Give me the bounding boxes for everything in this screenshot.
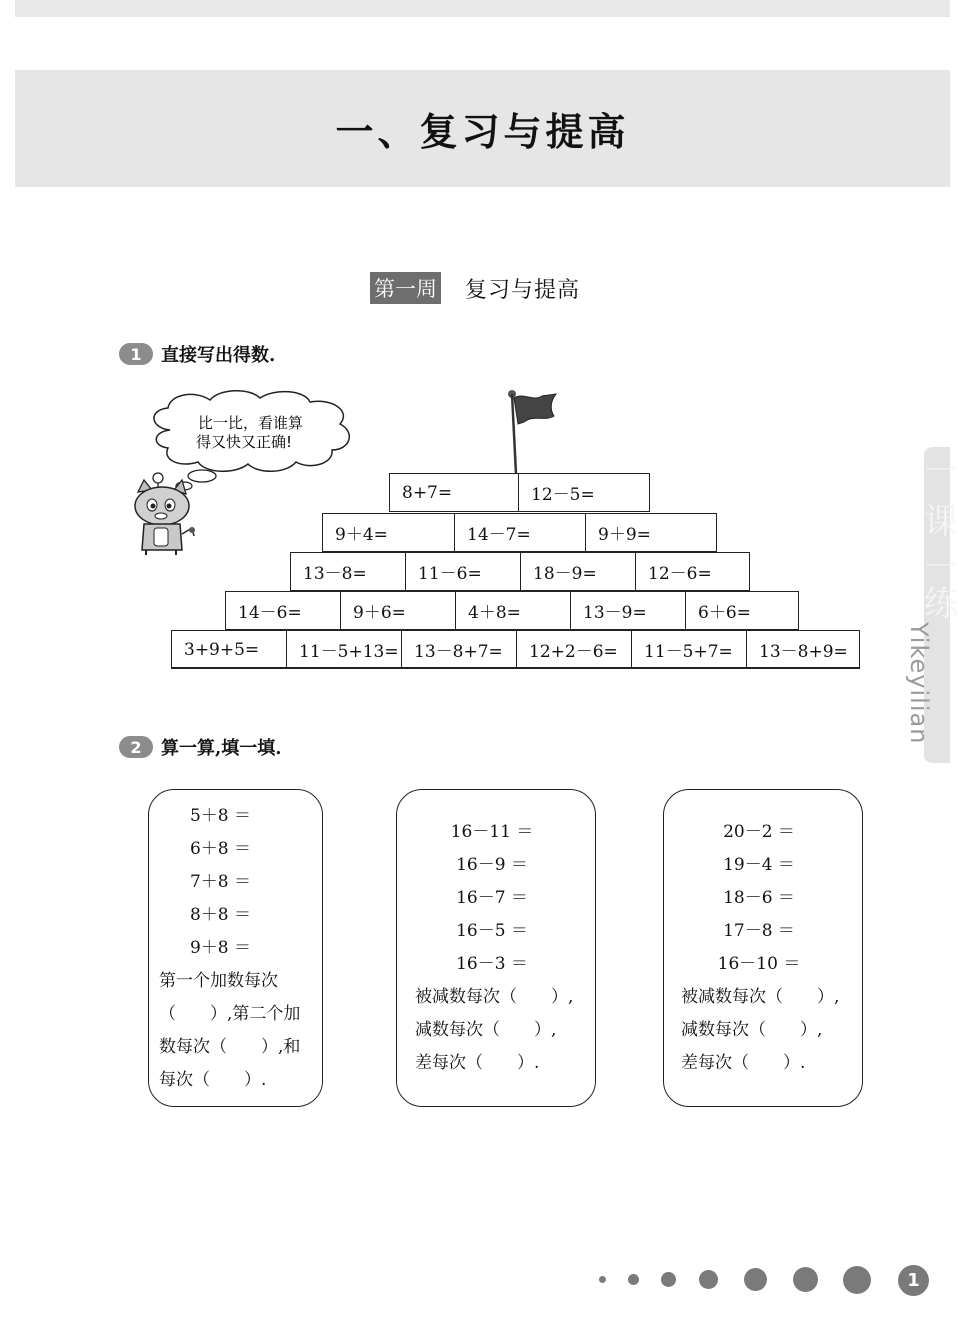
equation: 16－3 ＝	[456, 954, 528, 974]
equation: 18－6 ＝	[723, 888, 795, 908]
fill-in-text: 减数每次（ ）,	[415, 1020, 557, 1040]
page-dot	[843, 1266, 871, 1294]
side-deco-char: 课	[924, 502, 958, 542]
fill-in-text: 被减数每次（ ）,	[415, 987, 574, 1007]
question-number-badge: 2	[119, 736, 153, 758]
fill-in-text: 差每次（ ）.	[415, 1053, 540, 1073]
pyramid-brick: 13－9=	[570, 591, 686, 630]
pyramid-brick: 4＋8=	[455, 591, 571, 630]
pyramid-brick: 13－8+7=	[401, 630, 517, 669]
question-instruction: 算一算,填一填.	[161, 738, 282, 759]
fill-in-text: 减数每次（ ）,	[681, 1020, 823, 1040]
page-dot	[599, 1276, 606, 1283]
chapter-band	[15, 70, 950, 187]
page-dot	[661, 1272, 676, 1287]
equation: 9＋8 ＝	[189, 938, 252, 958]
equation: 16－7 ＝	[456, 888, 528, 908]
fill-in-text: 被减数每次（ ）,	[681, 987, 840, 1007]
exercise-box-1	[148, 789, 323, 1107]
pyramid-brick: 11－5+7=	[631, 630, 747, 669]
bubble-text-line-2: 得又快又正确!	[196, 433, 293, 451]
cat-mascot-icon	[130, 470, 202, 556]
equation: 5＋8 ＝	[189, 806, 252, 826]
equation: 19－4 ＝	[723, 855, 795, 875]
page-number: 1	[898, 1265, 929, 1296]
pyramid-brick: 8+7=	[389, 473, 519, 512]
week-heading	[0, 272, 950, 304]
pyramid-brick: 6＋6=	[685, 591, 799, 630]
equation: 16－9 ＝	[456, 855, 528, 875]
top-strip	[15, 0, 950, 17]
equation: 17－8 ＝	[723, 921, 795, 941]
equation: 7＋8 ＝	[189, 872, 252, 892]
flag-icon	[500, 388, 562, 476]
pyramid-brick: 11－6=	[405, 552, 521, 591]
page-dot	[793, 1267, 818, 1292]
fill-in-text: 数每次（ ）,和	[159, 1037, 301, 1057]
pyramid-brick: 12－5=	[518, 473, 650, 512]
page-dot	[744, 1268, 767, 1291]
equation: 16－10 ＝	[717, 954, 801, 974]
page-dot	[699, 1270, 718, 1289]
exercise-box-2	[396, 789, 596, 1107]
chapter-title: 一、复习与提高	[335, 110, 630, 154]
pyramid-base-line	[171, 667, 860, 669]
pyramid-brick: 11－5+13=	[286, 630, 402, 669]
pyramid-brick: 12+2－6=	[516, 630, 632, 669]
pyramid-brick: 13－8=	[290, 552, 406, 591]
fill-in-text: 第一个加数每次	[159, 971, 278, 991]
fill-in-text: 差每次（ ）.	[681, 1053, 806, 1073]
fill-in-text: 每次（ ）.	[159, 1070, 267, 1090]
pyramid-brick: 3+9+5=	[171, 630, 287, 669]
exercise-box-3	[663, 789, 863, 1107]
equation: 8＋8 ＝	[189, 905, 252, 925]
side-deco-char: 一	[924, 548, 958, 588]
bubble-text-line-1: 比一比，看谁算	[198, 414, 304, 432]
question-number-badge: 1	[119, 343, 153, 365]
side-tab-text: Yikeyilian	[905, 622, 933, 745]
pyramid-brick: 9＋4=	[322, 513, 455, 552]
side-deco-char: 一	[924, 452, 958, 492]
pyramid-brick: 14－6=	[225, 591, 341, 630]
fill-in-text: （ ）,第二个加	[159, 1004, 301, 1024]
week-badge: 第一周	[370, 272, 441, 304]
question-instruction: 直接写出得数.	[161, 345, 276, 366]
week-title: 复习与提高	[464, 277, 580, 303]
equation: 16－5 ＝	[456, 921, 528, 941]
side-deco-char: 练	[924, 584, 958, 624]
pyramid-brick: 18－9=	[520, 552, 636, 591]
question-1-heading	[119, 341, 275, 367]
question-2-heading	[119, 734, 282, 760]
page-dot	[628, 1274, 639, 1285]
pyramid-brick: 13－8+9=	[746, 630, 860, 669]
pyramid-brick: 12－6=	[635, 552, 750, 591]
equation: 6＋8 ＝	[189, 839, 252, 859]
pyramid-brick: 14－7=	[454, 513, 586, 552]
equation: 20－2 ＝	[723, 822, 795, 842]
equation: 16－11 ＝	[450, 822, 534, 842]
pyramid-brick: 9＋6=	[340, 591, 456, 630]
pyramid-brick: 9＋9=	[585, 513, 717, 552]
